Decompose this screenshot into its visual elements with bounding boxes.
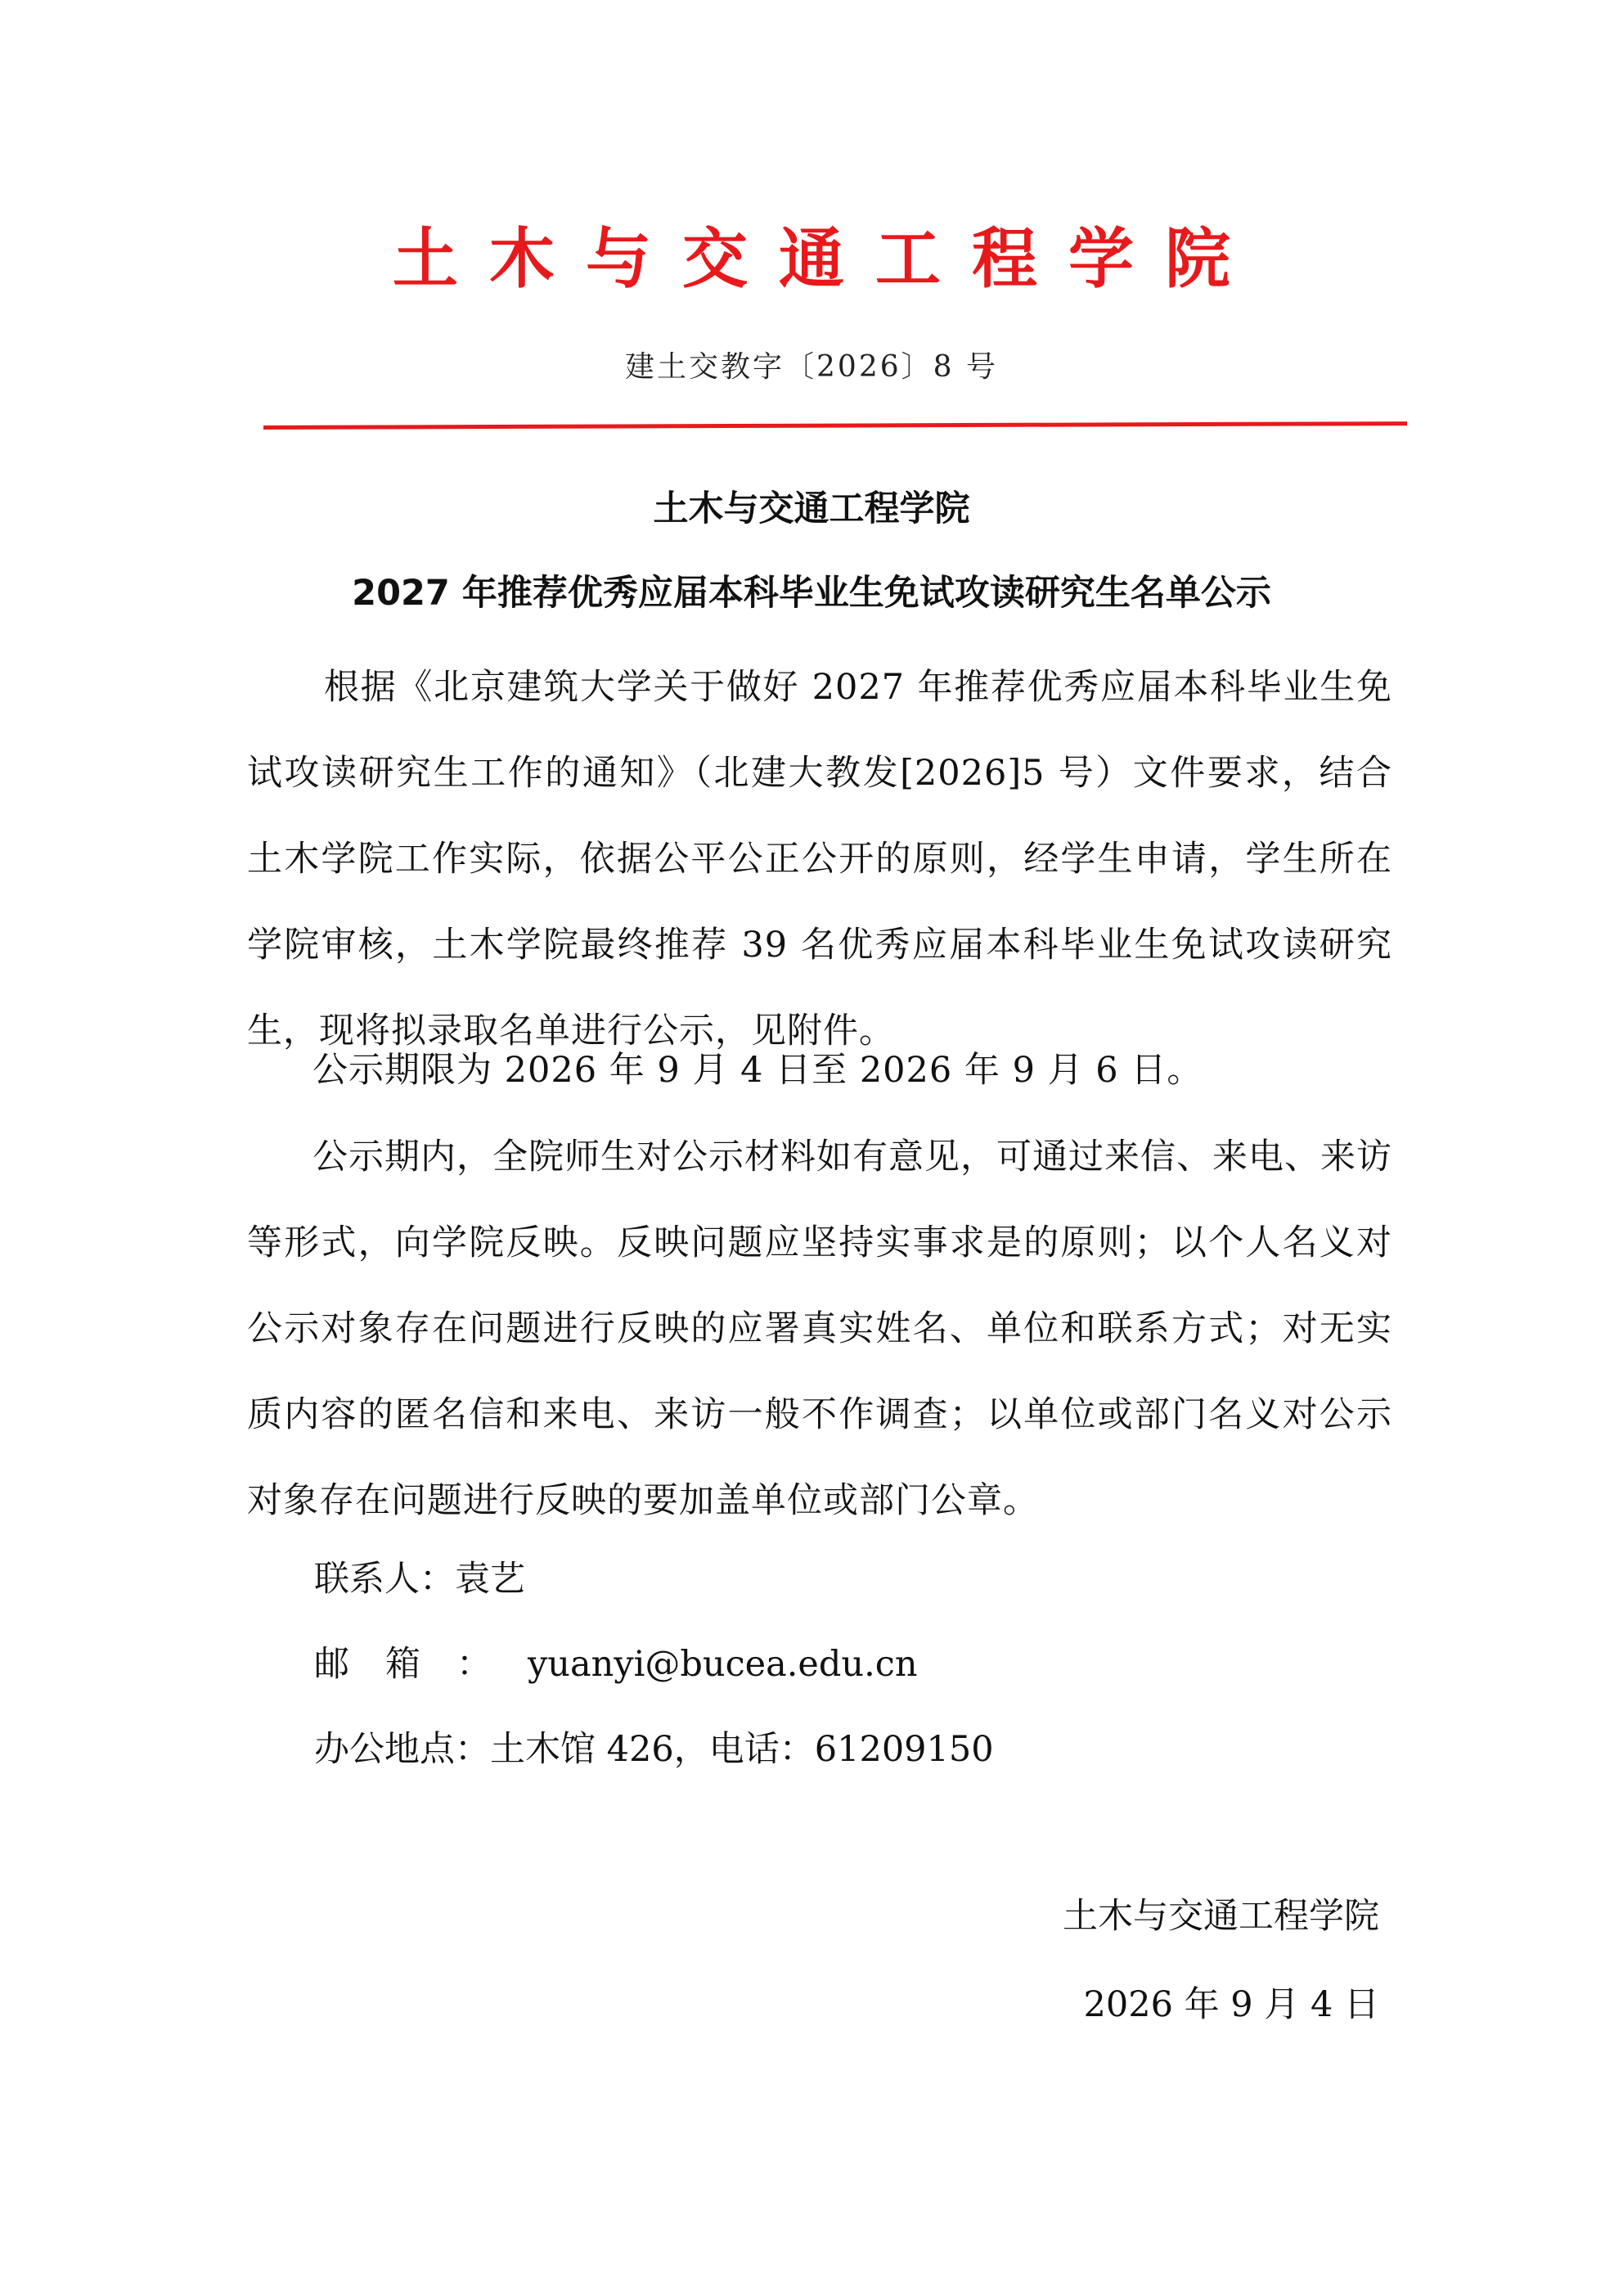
- body-paragraph-1: 根据《北京建筑大学关于做好 2027 年推荐优秀应届本科毕业生免试攻读研究生工作的通知》（北建大教发[2026]5 号）文件要求，结合土木学院工作实际，依据公平公正公开的原则，经学生申请，学生所在学院审核，土木学院最终推荐 39 名优秀应届本科毕业生免试攻读研究生，现将拟录取名单进行公示，见附件。: [247, 667, 1392, 1051]
- body-paragraph-3: 公示期内，全院师生对公示材料如有意见，可通过来信、来电、来访等形式，向学院反映。反映问题应坚持实事求是的原则；以个人名义对公示对象存在问题进行反映的应署真实姓名、单位和联系方式；对无实质内容的匿名信和来电、来访一般不作调查；以单位或部门名义对公示对象存在问题进行反映的要加盖单位或部门公章。: [247, 1137, 1392, 1521]
- contact-email: [314, 1640, 918, 1689]
- document-number: 建土交教字〔2026〕8 号: [625, 350, 998, 384]
- notice-title-line-2: 2027 年推荐优秀应届本科毕业生免试攻读研究生名单公示: [352, 573, 1271, 614]
- contact-office: [314, 1725, 994, 1774]
- signature-date: 2026 年 9 月 4 日: [1083, 1984, 1379, 2025]
- contact-person-value: 袁艺: [455, 1559, 525, 1600]
- signature-organization: 土木与交通工程学院: [1063, 1896, 1379, 1937]
- contact-person: [314, 1555, 525, 1604]
- contact-office-value: 土木馆 426，电话：61209150: [490, 1729, 994, 1770]
- notice-title-line-1: 土木与交通工程学院: [653, 488, 970, 529]
- contact-office-label: 办公地点：: [314, 1729, 490, 1770]
- contact-email-label: 邮箱：: [314, 1644, 528, 1685]
- red-divider-line: [263, 421, 1407, 430]
- contact-person-label: 联系人：: [314, 1559, 455, 1600]
- body-paragraph-2: 公示期限为 2026 年 9 月 4 日至 2026 年 9 月 6 日。: [312, 1050, 1203, 1091]
- letterhead-title: 土木与交通工程学院: [393, 221, 1261, 297]
- contact-email-value[interactable]: yuanyi@bucea.edu.cn: [528, 1644, 918, 1685]
